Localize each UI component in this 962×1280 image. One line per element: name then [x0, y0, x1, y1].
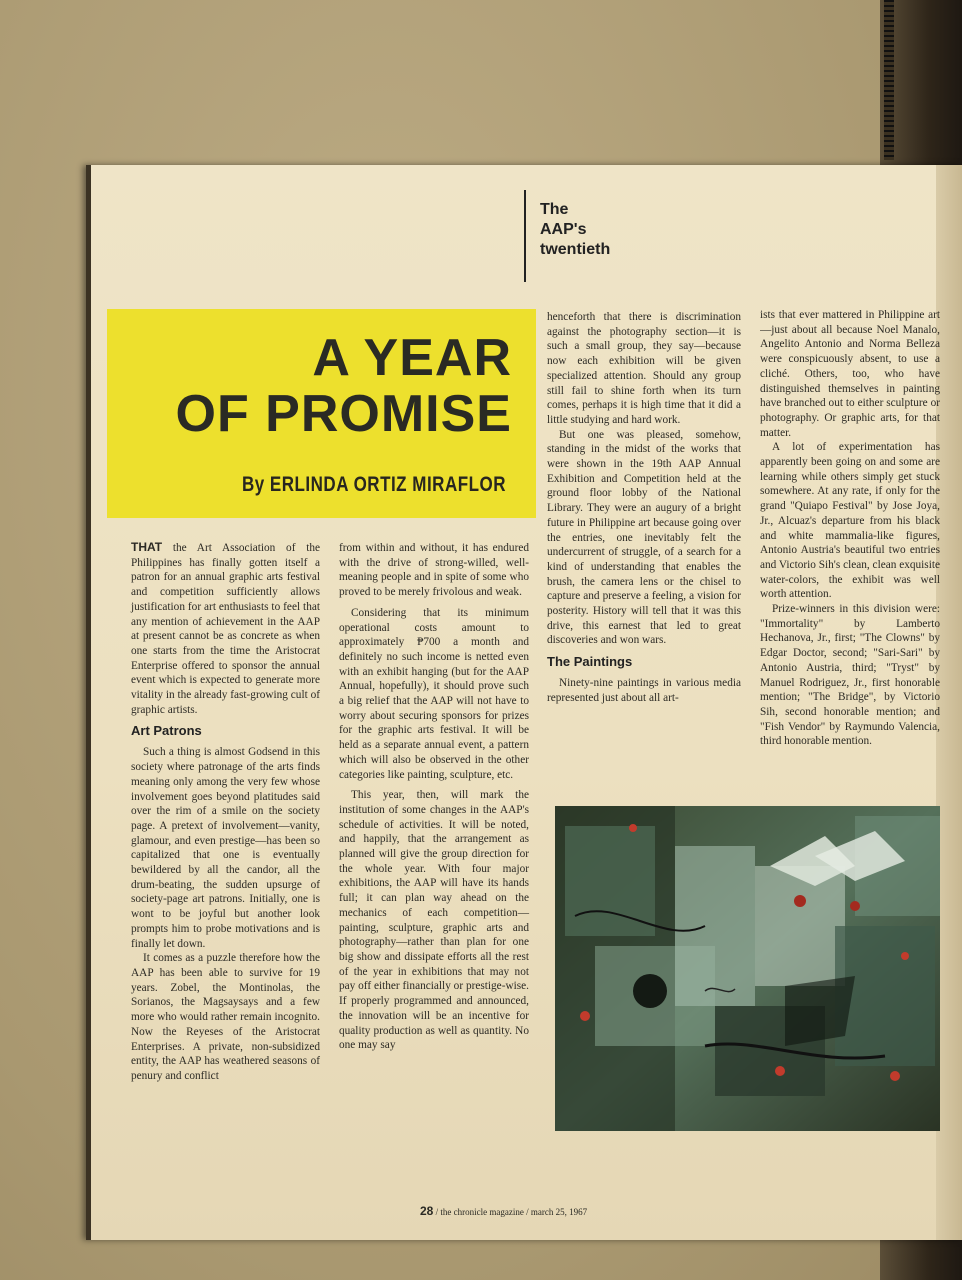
- kicker-line: The: [540, 201, 569, 218]
- painting-reproduction: [555, 806, 940, 1131]
- paragraph: [131, 540, 320, 717]
- paragraph: Ninety-nine paintings in various media represented just about all art-: [547, 677, 741, 704]
- footer-separator: /: [526, 1207, 529, 1217]
- paragraph: ists that ever mattered in Philippine art—just about all because Noel Manalo, Angelito Antonio and Norma Belleza were conspicuously absent, to use a cliché. Others, too, who have distinguished themselves in painting have branched out to either sculpture or photography. Or graphic arts, for that matter.: [760, 309, 940, 439]
- subheading-art-patrons: Art Patrons: [131, 723, 202, 739]
- page-edge: [86, 165, 91, 1240]
- subheading-paintings: The Paintings: [547, 654, 633, 670]
- paragraph: It comes as a puzzle therefore how the AAP has been able to survive for 19 years. Zobel, the Montinolas, the Sorianos, the Magsaysays and a few more who would rather remain incognito. Now the Reyeses of the Aristocrat Enterprises. A private, non-subsidized entity, the AAP has weathered seasons of penury and conflict: [131, 952, 320, 1082]
- article-column-1: [131, 540, 320, 1084]
- kicker-line: twentieth: [540, 241, 611, 258]
- section-kicker: [540, 200, 650, 260]
- article-column-4: [760, 308, 940, 749]
- kicker-rule: [524, 190, 526, 282]
- paragraph: Considering that its minimum operational costs amount to approximately ₱700 a month and definitely no such income is netted even with an exhibit hanging (but for the AAP Annual, hopefully), it should prove such a big relief that the AAP will not have to worry about securing sponsors for prizes for the graphic arts festival. It will be held as a separate annual event, a pattern which will also be observed in the other categories like painting, sculpture, etc.: [339, 606, 529, 781]
- headline-line: A YEAR: [312, 329, 512, 387]
- headline-line: OF PROMISE: [175, 385, 512, 443]
- article-column-2: [339, 541, 529, 1053]
- byline: By ERLINDA ORTIZ MIRAFLOR: [241, 472, 506, 496]
- painting-image: [555, 806, 940, 1131]
- article-column-3: [547, 310, 741, 706]
- paragraph: henceforth that there is discrimination against the photography section—it is such a small group, they say—because now each exhibition will be given specialized attention. Should any group still fail to shine forth when its turn comes, perhaps it is high time that it did a little studying and hard work.: [547, 311, 741, 426]
- binding-spine: [884, 0, 894, 160]
- paragraph: A lot of experimentation has apparently been going on and some are learning while others simply get stuck somewhere. At any rate, if only for the grand "Quiapo Festival" by Jose Joya, Jr., Alcuaz's departure from his black and white mammalia-like figures, Antonio Austria's beautiful two entries and Victorio Sih's clean, clean exquisite water-colors, the exhibit was well worth attention.: [760, 441, 940, 601]
- paragraph: Such a thing is almost Godsend in this society where patronage of the arts finds meaning only among the very few whose involvement goes beyond platitudes said over the rim of a smile on the society page. A pretext of involvement—vanity, glamour, and even prestige—has been so capitalized that one is eventually bewildered by all the candor, all the drum-beating, the sudden upsurge of society-page art patrons. Initially, one is wont to be joyful but another look prompts him to probe motivations and is finally let down.: [131, 746, 320, 950]
- lead-word: THAT: [131, 540, 163, 554]
- page-footer: [420, 1204, 720, 1218]
- headline: [120, 330, 512, 442]
- issue-date: march 25, 1967: [530, 1207, 588, 1217]
- paragraph: Prize-winners in this division were: "Immortality" by Lamberto Hechanova, Jr., first; "The Clowns" by Edgar Doctor, second; "Sari-Sari" by Antonio Austria, third; "Tryst" by Manuel Rodriguez, Jr., first honorable mention; "The Bridge", by Victorio Sih, second honorable mention; and "Fish Vendor" by Raymundo Valencia, third honorable mention.: [760, 603, 940, 748]
- footer-separator: /: [435, 1207, 439, 1217]
- paragraph-text: the Art Association of the Philippines has finally gotten itself a patron for an annual graphic arts festival and competition sufficiently allows justification for art enthusiasts to feel that any mention of achievement in the AAP at present cannot be as concrete as when one starts from the time the Aristocrat Enterprise offered to sponsor the annual event which is expected to generate more vitality in the already fast-growing cult of graphic artists.: [131, 542, 320, 716]
- magazine-name: the chronicle magazine: [440, 1207, 524, 1217]
- paragraph: But one was pleased, somehow, standing in the midst of the works that were shown in the 19th AAP Annual Exhibition and Competition held at the ground floor lobby of the National Library. They were an augury of a bright future in Philippine art because going over the entries, one inevitably felt the undercurrent of struggle, of a search for a kind of understanding that enables the brush, the camera lens or the chisel to capture and preserve a feeling, a vision for posterity. History will tell that it was this drive, this earnest that led to great discoveries and won wars.: [547, 428, 741, 647]
- paragraph: This year, then, will mark the institution of some changes in the AAP's schedule of activities. It will be noted, and happily, that the arrangement as planned will give the group direction for the whole year. With four major exhibitions, the AAP will have its hands full; it can plan way ahead on the mechanics of each competition—painting, sculpture, graphic arts and photography—rather than plan for one big show and dissipate efforts all the rest of the year in exhibitions that may not pay off either financially or prestige-wise. If properly programmed and announced, the innovation will be an incentive for quality production as well as quantity. No one may say: [339, 789, 529, 1052]
- page-number: 28: [420, 1204, 434, 1218]
- kicker-line: AAP's: [540, 221, 587, 238]
- paragraph: from within and without, it has endured with the drive of strong-willed, well-meaning people and in spite of some who proved to be merely frivolous and weak.: [339, 542, 529, 599]
